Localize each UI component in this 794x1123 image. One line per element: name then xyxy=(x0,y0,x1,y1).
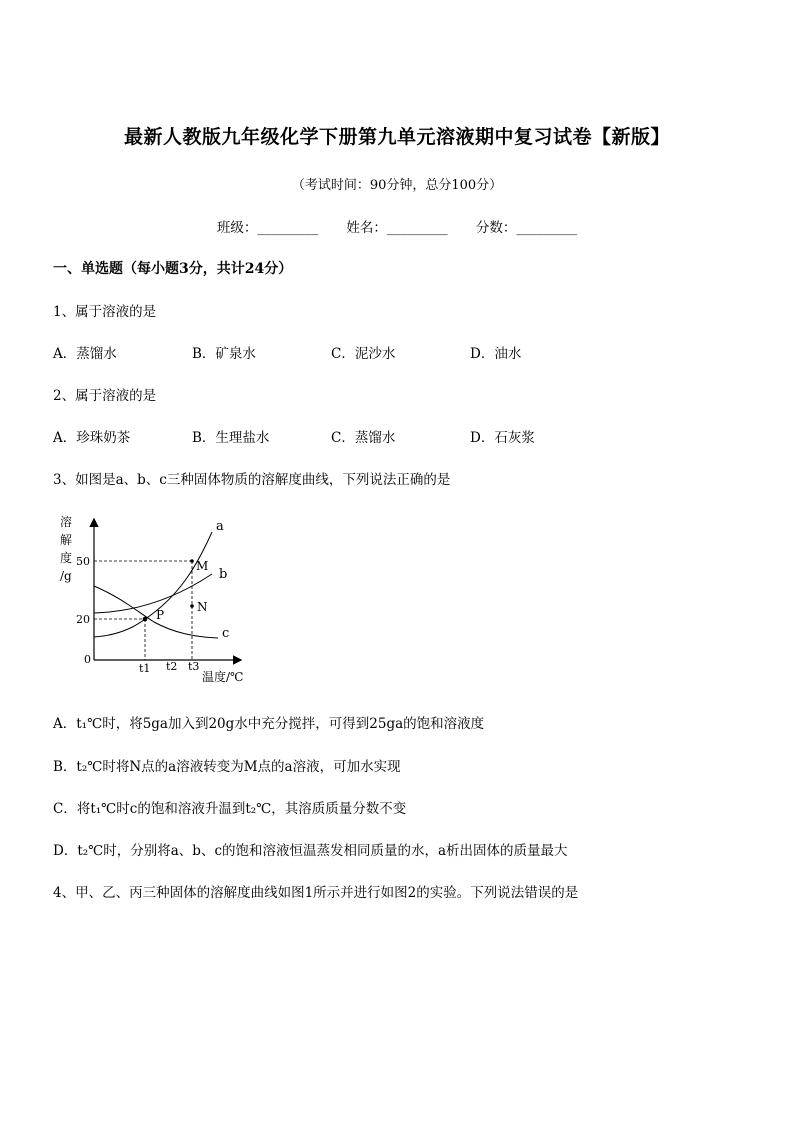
question-3-stem: 3、如图是a、b、c三种固体物质的溶解度曲线，下列说法正确的是 xyxy=(53,472,451,488)
question-1-options xyxy=(53,342,609,362)
q2-option-c: C．蒸馏水 xyxy=(331,430,396,446)
x-tick-t1: t1 xyxy=(139,662,151,675)
curve-label-a: a xyxy=(216,519,224,534)
q1-option-d: D．油水 xyxy=(470,346,522,362)
question-3-option-d: D．t₂℃时，分别将a、b、c的饱和溶液恒温蒸发相同质量的水，a析出固体的质量最大 xyxy=(53,843,568,859)
exam-subtitle: （考试时间：90分钟，总分100分） xyxy=(291,178,503,193)
curve-b xyxy=(94,574,212,613)
y-label-3: 度 xyxy=(60,551,73,565)
point-n xyxy=(190,604,194,608)
y-label-2: 解 xyxy=(60,533,73,547)
label-m: M xyxy=(196,559,209,573)
score-field: 分数：_________ xyxy=(475,220,578,236)
question-1-stem: 1、属于溶液的是 xyxy=(53,304,157,320)
question-2-options xyxy=(53,426,609,446)
class-field: 班级：_________ xyxy=(216,220,319,236)
y-tick-0: 0 xyxy=(84,653,91,666)
label-n: N xyxy=(197,600,208,614)
label-p: P xyxy=(156,608,165,622)
student-info-row xyxy=(0,216,794,236)
point-m xyxy=(190,559,194,563)
question-3-option-a: A．t₁℃时，将5ga加入到20g水中充分搅拌，可得到25ga的饱和溶液度 xyxy=(53,716,485,732)
point-p xyxy=(143,617,148,622)
solubility-curve-figure xyxy=(50,510,260,688)
curve-label-b: b xyxy=(219,567,228,582)
y-label-4: /g xyxy=(60,569,72,583)
question-3-option-c: C．将t₁℃时c的饱和溶液升温到t₂℃，其溶质质量分数不变 xyxy=(53,801,407,817)
name-field: 姓名：_________ xyxy=(346,220,448,236)
q2-option-a: A．珍珠奶茶 xyxy=(53,430,131,446)
q2-option-b: B．生理盐水 xyxy=(192,430,270,446)
q2-option-d: D．石灰浆 xyxy=(470,430,535,446)
y-tick-50: 50 xyxy=(76,555,90,568)
question-4-stem: 4、甲、乙、丙三种固体的溶解度曲线如图1所示并进行如图2的实验。下列说法错误的是 xyxy=(53,885,579,901)
section-heading: 一、单选题（每小题3分，共计24分） xyxy=(53,261,293,277)
y-label-1: 溶 xyxy=(60,515,73,529)
y-tick-20: 20 xyxy=(76,613,90,626)
curve-label-c: c xyxy=(222,626,230,641)
q1-option-b: B．矿泉水 xyxy=(192,346,256,362)
q1-option-c: C．泥沙水 xyxy=(331,346,396,362)
x-label: 温度/℃ xyxy=(202,670,244,684)
q1-option-a: A．蒸馏水 xyxy=(53,346,117,362)
exam-title: 最新人教版九年级化学下册第九单元溶液期中复习试卷【新版】 xyxy=(123,126,670,148)
x-tick-t3: t3 xyxy=(188,660,200,673)
question-3-option-b: B．t₂℃时将N点的a溶液转变为M点的a溶液，可加水实现 xyxy=(53,759,401,775)
x-tick-t2: t2 xyxy=(166,660,178,673)
question-2-stem: 2、属于溶液的是 xyxy=(53,388,157,404)
